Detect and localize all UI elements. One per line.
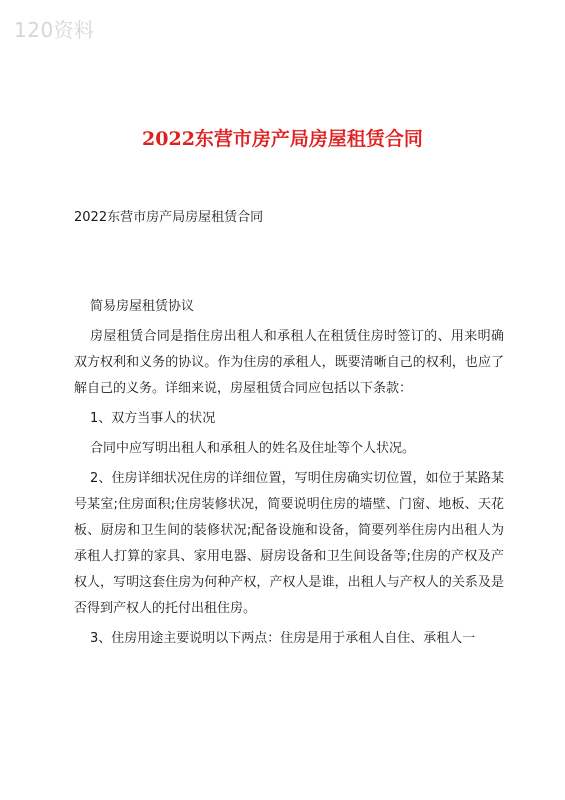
paragraph-clause-2: 2、住房详细状况住房的详细位置，写明住房确实切位置，如位于某路某号某室;住房面积;住房装修状况，简要说明住房的墙壁、门窗、地板、天花板、厨房和卫生间的装修状况;配备设施和设备，简要列举住房内出租人为承租人打算的家具、家用电器、厨房设备和卫生间设备等;住房的产权及产权人，写明这套住房为何种产权，产权人是谁，出租人与产权人的关系及是否得到产权人的托付出租住房。 — [74, 471, 504, 616]
document-title: 2022东营市房产局房屋租赁合同 — [142, 128, 423, 150]
paragraph-intro: 房屋租赁合同是指住房出租人和承租人在租赁住房时签订的、用来明确双方权利和义务的协议。作为住房的承租人，既要清晰自己的权利，也应了解自己的义务。详细来说，房屋租赁合同应包括以下条款： — [74, 329, 504, 396]
paragraph-clause-1-heading: 1、双方当事人的状况 — [90, 411, 216, 426]
paragraph-agreement-heading: 简易房屋租赁协议 — [90, 299, 195, 314]
paragraph-clause-1-body: 合同中应写明出租人和承租人的姓名及住址等个人状况。 — [90, 441, 416, 456]
watermark-logo: 120资料 — [14, 18, 95, 42]
document-body — [74, 294, 504, 652]
document-subtitle: 2022东营市房产局房屋租赁合同 — [74, 210, 264, 225]
paragraph-clause-3: 3、住房用途主要说明以下两点：住房是用于承租人自住、承租人一 — [90, 631, 476, 646]
